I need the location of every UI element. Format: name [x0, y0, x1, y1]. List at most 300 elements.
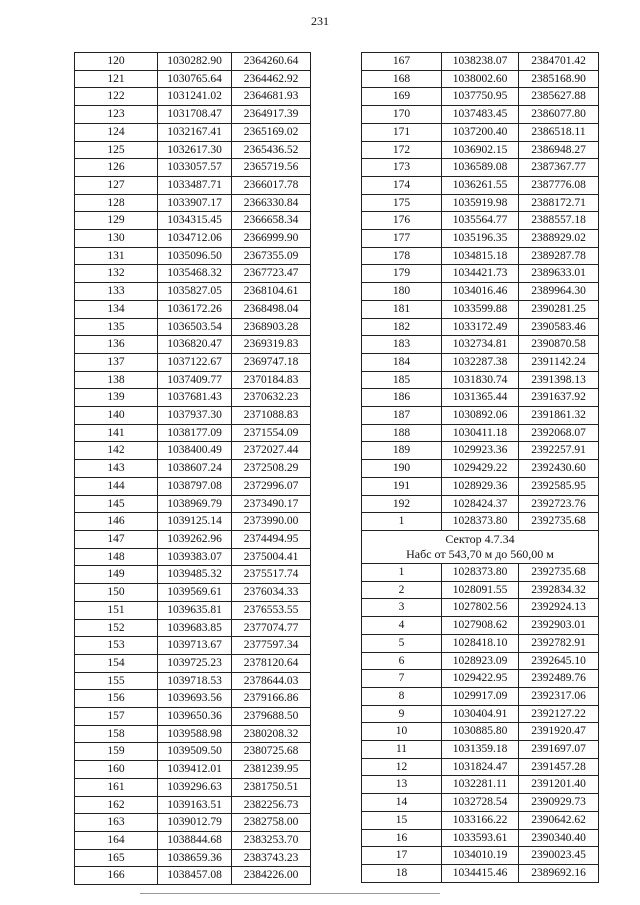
- y-coordinate-cell: 2385627.88: [519, 88, 599, 106]
- y-coordinate-cell: 2374494.95: [232, 530, 311, 548]
- x-coordinate-cell: 1029422.95: [442, 670, 519, 688]
- point-number-cell: 161: [75, 778, 158, 796]
- table-row: [362, 353, 599, 371]
- point-number-cell: 133: [75, 283, 158, 301]
- x-coordinate-cell: 1030765.64: [158, 70, 232, 88]
- y-coordinate-cell: 2377597.34: [232, 637, 311, 655]
- point-number-cell: 141: [75, 424, 158, 442]
- y-coordinate-cell: 2372508.29: [232, 460, 311, 478]
- y-coordinate-cell: 2364260.64: [232, 53, 311, 71]
- table-row: [75, 672, 311, 690]
- point-number-cell: 160: [75, 761, 158, 779]
- point-number-cell: 175: [362, 194, 442, 212]
- x-coordinate-cell: 1037750.95: [442, 88, 519, 106]
- table-row: [362, 687, 599, 705]
- point-number-cell: 150: [75, 584, 158, 602]
- point-number-cell: 182: [362, 318, 442, 336]
- y-coordinate-cell: 2366999.90: [232, 230, 311, 248]
- table-row: [362, 53, 599, 71]
- point-number-cell: 128: [75, 194, 158, 212]
- y-coordinate-cell: 2367355.09: [232, 247, 311, 265]
- x-coordinate-cell: 1030892.06: [442, 407, 519, 425]
- y-coordinate-cell: 2373990.00: [232, 513, 311, 531]
- x-coordinate-cell: 1029917.09: [442, 687, 519, 705]
- x-coordinate-cell: 1031830.74: [442, 371, 519, 389]
- x-coordinate-cell: 1038607.24: [158, 460, 232, 478]
- section-header: [362, 530, 599, 563]
- y-coordinate-cell: 2378120.64: [232, 654, 311, 672]
- table-row: [362, 513, 599, 531]
- y-coordinate-cell: 2390583.46: [519, 318, 599, 336]
- point-number-cell: 151: [75, 601, 158, 619]
- table-row: [362, 864, 599, 882]
- x-coordinate-cell: 1028929.36: [442, 477, 519, 495]
- point-number-cell: 185: [362, 371, 442, 389]
- table-row: [362, 847, 599, 865]
- y-coordinate-cell: 2382758.00: [232, 814, 311, 832]
- y-coordinate-cell: 2369747.18: [232, 353, 311, 371]
- y-coordinate-cell: 2365436.52: [232, 141, 311, 159]
- x-coordinate-cell: 1027802.56: [442, 599, 519, 617]
- point-number-cell: 132: [75, 265, 158, 283]
- table-row: [362, 70, 599, 88]
- table-row: [362, 212, 599, 230]
- table-row: [362, 829, 599, 847]
- section-header-group: [362, 530, 599, 563]
- table-row: [75, 725, 311, 743]
- y-coordinate-cell: 2364681.93: [232, 88, 311, 106]
- x-coordinate-cell: 1038400.49: [158, 442, 232, 460]
- point-number-cell: 145: [75, 495, 158, 513]
- y-coordinate-cell: 2389633.01: [519, 265, 599, 283]
- x-coordinate-cell: 1039262.96: [158, 530, 232, 548]
- table-row: [362, 741, 599, 759]
- point-number-cell: 153: [75, 637, 158, 655]
- x-coordinate-cell: 1035827.05: [158, 283, 232, 301]
- table-row: [362, 283, 599, 301]
- table-row: [75, 230, 311, 248]
- point-number-cell: 190: [362, 460, 442, 478]
- point-number-cell: 16: [362, 829, 442, 847]
- coordinates-table-right: [361, 52, 599, 883]
- point-number-cell: 163: [75, 814, 158, 832]
- y-coordinate-cell: 2376034.33: [232, 584, 311, 602]
- point-number-cell: 158: [75, 725, 158, 743]
- y-coordinate-cell: 2372027.44: [232, 442, 311, 460]
- point-number-cell: 124: [75, 123, 158, 141]
- x-coordinate-cell: 1039412.01: [158, 761, 232, 779]
- y-coordinate-cell: 2387367.77: [519, 159, 599, 177]
- point-number-cell: 189: [362, 442, 442, 460]
- table-row: [75, 849, 311, 867]
- table-row: [362, 794, 599, 812]
- y-coordinate-cell: 2364462.92: [232, 70, 311, 88]
- table-row: [75, 141, 311, 159]
- point-number-cell: 186: [362, 389, 442, 407]
- y-coordinate-cell: 2390870.58: [519, 336, 599, 354]
- y-coordinate-cell: 2392924.13: [519, 599, 599, 617]
- table-row: [75, 407, 311, 425]
- table-row: [75, 70, 311, 88]
- x-coordinate-cell: 1029923.36: [442, 442, 519, 460]
- point-number-cell: 134: [75, 300, 158, 318]
- x-coordinate-cell: 1036902.15: [442, 141, 519, 159]
- table-row: [75, 88, 311, 106]
- y-coordinate-cell: 2370632.23: [232, 389, 311, 407]
- point-number-cell: 3: [362, 599, 442, 617]
- x-coordinate-cell: 1033166.22: [442, 811, 519, 829]
- point-number-cell: 174: [362, 176, 442, 194]
- x-coordinate-cell: 1039713.67: [158, 637, 232, 655]
- point-number-cell: 123: [75, 106, 158, 124]
- x-coordinate-cell: 1039683.85: [158, 619, 232, 637]
- x-coordinate-cell: 1036820.47: [158, 336, 232, 354]
- table-row: [75, 566, 311, 584]
- table-row: [75, 53, 311, 71]
- point-number-cell: 176: [362, 212, 442, 230]
- y-coordinate-cell: 2389964.30: [519, 283, 599, 301]
- y-coordinate-cell: 2373490.17: [232, 495, 311, 513]
- x-coordinate-cell: 1035919.98: [442, 194, 519, 212]
- x-coordinate-cell: 1033907.17: [158, 194, 232, 212]
- table-row: [362, 477, 599, 495]
- x-coordinate-cell: 1039163.51: [158, 796, 232, 814]
- y-coordinate-cell: 2388172.71: [519, 194, 599, 212]
- table-row: [75, 548, 311, 566]
- x-coordinate-cell: 1039125.14: [158, 513, 232, 531]
- table-row: [75, 778, 311, 796]
- table-row: [362, 563, 599, 581]
- y-coordinate-cell: 2391861.32: [519, 407, 599, 425]
- x-coordinate-cell: 1038002.60: [442, 70, 519, 88]
- y-coordinate-cell: 2371088.83: [232, 407, 311, 425]
- point-number-cell: 142: [75, 442, 158, 460]
- y-coordinate-cell: 2380725.68: [232, 743, 311, 761]
- table-row: [362, 811, 599, 829]
- point-number-cell: 180: [362, 283, 442, 301]
- x-coordinate-cell: 1027908.62: [442, 617, 519, 635]
- x-coordinate-cell: 1028373.80: [442, 563, 519, 581]
- y-coordinate-cell: 2391457.28: [519, 758, 599, 776]
- y-coordinate-cell: 2391201.40: [519, 776, 599, 794]
- point-number-cell: 127: [75, 176, 158, 194]
- y-coordinate-cell: 2369319.83: [232, 336, 311, 354]
- table-row: [362, 230, 599, 248]
- point-number-cell: 135: [75, 318, 158, 336]
- page-number: 231: [311, 14, 329, 28]
- x-coordinate-cell: 1035196.35: [442, 230, 519, 248]
- y-coordinate-cell: 2365719.56: [232, 159, 311, 177]
- table-row: [362, 141, 599, 159]
- table-row: [362, 407, 599, 425]
- x-coordinate-cell: 1036172.26: [158, 300, 232, 318]
- point-number-cell: 159: [75, 743, 158, 761]
- x-coordinate-cell: 1039588.98: [158, 725, 232, 743]
- x-coordinate-cell: 1038457.08: [158, 867, 232, 885]
- table-row: [75, 159, 311, 177]
- point-number-cell: 178: [362, 247, 442, 265]
- point-number-cell: 136: [75, 336, 158, 354]
- table-row: [362, 776, 599, 794]
- point-number-cell: 168: [362, 70, 442, 88]
- table-row: [362, 318, 599, 336]
- point-number-cell: 140: [75, 407, 158, 425]
- point-number-cell: 10: [362, 723, 442, 741]
- table-row: [75, 442, 311, 460]
- y-coordinate-cell: 2390642.62: [519, 811, 599, 829]
- table-row: [362, 176, 599, 194]
- x-coordinate-cell: 1039012.79: [158, 814, 232, 832]
- table-row: [362, 599, 599, 617]
- y-coordinate-cell: 2392723.76: [519, 495, 599, 513]
- x-coordinate-cell: 1033599.88: [442, 300, 519, 318]
- y-coordinate-cell: 2368903.28: [232, 318, 311, 336]
- x-coordinate-cell: 1037200.40: [442, 123, 519, 141]
- table-row: [362, 617, 599, 635]
- x-coordinate-cell: 1038797.08: [158, 477, 232, 495]
- x-coordinate-cell: 1039296.63: [158, 778, 232, 796]
- table-row: [75, 194, 311, 212]
- x-coordinate-cell: 1028923.09: [442, 652, 519, 670]
- point-number-cell: 156: [75, 690, 158, 708]
- x-coordinate-cell: 1034016.46: [442, 283, 519, 301]
- point-number-cell: 12: [362, 758, 442, 776]
- table-row: [75, 353, 311, 371]
- point-number-cell: 126: [75, 159, 158, 177]
- x-coordinate-cell: 1039383.07: [158, 548, 232, 566]
- point-number-cell: 1: [362, 563, 442, 581]
- y-coordinate-cell: 2379688.50: [232, 708, 311, 726]
- table-row: [75, 300, 311, 318]
- y-coordinate-cell: 2391920.47: [519, 723, 599, 741]
- y-coordinate-cell: 2390023.45: [519, 847, 599, 865]
- table-row: [362, 652, 599, 670]
- x-coordinate-cell: 1036589.08: [442, 159, 519, 177]
- table-row: [362, 634, 599, 652]
- point-number-cell: 183: [362, 336, 442, 354]
- x-coordinate-cell: 1037483.45: [442, 106, 519, 124]
- table-row: [362, 389, 599, 407]
- x-coordinate-cell: 1037122.67: [158, 353, 232, 371]
- x-coordinate-cell: 1032167.41: [158, 123, 232, 141]
- x-coordinate-cell: 1035564.77: [442, 212, 519, 230]
- x-coordinate-cell: 1039718.53: [158, 672, 232, 690]
- y-coordinate-cell: 2380208.32: [232, 725, 311, 743]
- table-row: [75, 867, 311, 885]
- x-coordinate-cell: 1036261.55: [442, 176, 519, 194]
- point-number-cell: 125: [75, 141, 158, 159]
- point-number-cell: 173: [362, 159, 442, 177]
- point-number-cell: 146: [75, 513, 158, 531]
- y-coordinate-cell: 2382256.73: [232, 796, 311, 814]
- table-row: [75, 530, 311, 548]
- y-coordinate-cell: 2390340.40: [519, 829, 599, 847]
- y-coordinate-cell: 2376553.55: [232, 601, 311, 619]
- point-number-cell: 187: [362, 407, 442, 425]
- point-number-cell: 5: [362, 634, 442, 652]
- point-number-cell: 184: [362, 353, 442, 371]
- y-coordinate-cell: 2383743.23: [232, 849, 311, 867]
- coordinates-table-right-top-body: [362, 53, 599, 531]
- table-row: [75, 584, 311, 602]
- y-coordinate-cell: 2390281.25: [519, 300, 599, 318]
- table-row: [362, 300, 599, 318]
- y-coordinate-cell: 2381239.95: [232, 761, 311, 779]
- y-coordinate-cell: 2368498.04: [232, 300, 311, 318]
- point-number-cell: 18: [362, 864, 442, 882]
- x-coordinate-cell: 1034712.06: [158, 230, 232, 248]
- y-coordinate-cell: 2366658.34: [232, 212, 311, 230]
- point-number-cell: 148: [75, 548, 158, 566]
- x-coordinate-cell: 1038969.79: [158, 495, 232, 513]
- y-coordinate-cell: 2391697.07: [519, 741, 599, 759]
- table-row: [75, 176, 311, 194]
- table-row: [75, 212, 311, 230]
- table-row: [75, 495, 311, 513]
- y-coordinate-cell: 2392317.06: [519, 687, 599, 705]
- x-coordinate-cell: 1039485.32: [158, 566, 232, 584]
- x-coordinate-cell: 1033593.61: [442, 829, 519, 847]
- point-number-cell: 177: [362, 230, 442, 248]
- table-row: [75, 283, 311, 301]
- point-number-cell: 13: [362, 776, 442, 794]
- x-coordinate-cell: 1032728.54: [442, 794, 519, 812]
- y-coordinate-cell: 2384226.00: [232, 867, 311, 885]
- x-coordinate-cell: 1033057.57: [158, 159, 232, 177]
- y-coordinate-cell: 2384701.42: [519, 53, 599, 71]
- point-number-cell: 191: [362, 477, 442, 495]
- point-number-cell: 166: [75, 867, 158, 885]
- x-coordinate-cell: 1030885.80: [442, 723, 519, 741]
- y-coordinate-cell: 2387776.08: [519, 176, 599, 194]
- table-row: [75, 123, 311, 141]
- x-coordinate-cell: 1035096.50: [158, 247, 232, 265]
- point-number-cell: 1: [362, 513, 442, 531]
- y-coordinate-cell: 2392127.22: [519, 705, 599, 723]
- y-coordinate-cell: 2392257.91: [519, 442, 599, 460]
- point-number-cell: 147: [75, 530, 158, 548]
- y-coordinate-cell: 2372996.07: [232, 477, 311, 495]
- point-number-cell: 144: [75, 477, 158, 495]
- coordinates-table-right-bottom-body: [362, 563, 599, 882]
- y-coordinate-cell: 2378644.03: [232, 672, 311, 690]
- x-coordinate-cell: 1039569.61: [158, 584, 232, 602]
- table-row: [362, 88, 599, 106]
- x-coordinate-cell: 1028373.80: [442, 513, 519, 531]
- table-row: [75, 513, 311, 531]
- table-row: [362, 123, 599, 141]
- x-coordinate-cell: 1034315.45: [158, 212, 232, 230]
- coordinates-table-left-body: [75, 53, 311, 885]
- y-coordinate-cell: 2386948.27: [519, 141, 599, 159]
- y-coordinate-cell: 2364917.39: [232, 106, 311, 124]
- y-coordinate-cell: 2381750.51: [232, 778, 311, 796]
- table-row: [75, 424, 311, 442]
- point-number-cell: 8: [362, 687, 442, 705]
- y-coordinate-cell: 2391398.13: [519, 371, 599, 389]
- y-coordinate-cell: 2392735.68: [519, 563, 599, 581]
- x-coordinate-cell: 1031365.44: [442, 389, 519, 407]
- y-coordinate-cell: 2389287.78: [519, 247, 599, 265]
- table-row: [362, 495, 599, 513]
- x-coordinate-cell: 1034815.18: [442, 247, 519, 265]
- point-number-cell: 179: [362, 265, 442, 283]
- y-coordinate-cell: 2392068.07: [519, 424, 599, 442]
- table-row: [75, 477, 311, 495]
- x-coordinate-cell: 1031824.47: [442, 758, 519, 776]
- point-number-cell: 192: [362, 495, 442, 513]
- point-number-cell: 167: [362, 53, 442, 71]
- table-row: [362, 442, 599, 460]
- y-coordinate-cell: 2392735.68: [519, 513, 599, 531]
- point-number-cell: 130: [75, 230, 158, 248]
- point-number-cell: 6: [362, 652, 442, 670]
- point-number-cell: 139: [75, 389, 158, 407]
- y-coordinate-cell: 2377074.77: [232, 619, 311, 637]
- y-coordinate-cell: 2390929.73: [519, 794, 599, 812]
- x-coordinate-cell: 1037681.43: [158, 389, 232, 407]
- table-row: [362, 723, 599, 741]
- table-row: [362, 371, 599, 389]
- table-row: [75, 743, 311, 761]
- y-coordinate-cell: 2375004.41: [232, 548, 311, 566]
- table-row: [362, 265, 599, 283]
- point-number-cell: 188: [362, 424, 442, 442]
- x-coordinate-cell: 1032287.38: [442, 353, 519, 371]
- y-coordinate-cell: 2392489.76: [519, 670, 599, 688]
- table-row: [75, 761, 311, 779]
- point-number-cell: 164: [75, 831, 158, 849]
- x-coordinate-cell: 1028418.10: [442, 634, 519, 652]
- y-coordinate-cell: 2379166.86: [232, 690, 311, 708]
- table-row: [362, 247, 599, 265]
- x-coordinate-cell: 1032734.81: [442, 336, 519, 354]
- table-row: [362, 670, 599, 688]
- y-coordinate-cell: 2392645.10: [519, 652, 599, 670]
- point-number-cell: 170: [362, 106, 442, 124]
- point-number-cell: 138: [75, 371, 158, 389]
- point-number-cell: 169: [362, 88, 442, 106]
- y-coordinate-cell: 2365169.02: [232, 123, 311, 141]
- x-coordinate-cell: 1028424.37: [442, 495, 519, 513]
- point-number-cell: 157: [75, 708, 158, 726]
- table-row: [362, 336, 599, 354]
- point-number-cell: 9: [362, 705, 442, 723]
- table-row: [362, 460, 599, 478]
- table-row: [75, 247, 311, 265]
- table-row: [75, 389, 311, 407]
- point-number-cell: 181: [362, 300, 442, 318]
- point-number-cell: 2: [362, 581, 442, 599]
- table-row: [75, 708, 311, 726]
- point-number-cell: 165: [75, 849, 158, 867]
- table-row: [362, 424, 599, 442]
- table-row: [362, 581, 599, 599]
- table-row: [75, 336, 311, 354]
- point-number-cell: 121: [75, 70, 158, 88]
- table-row: [362, 194, 599, 212]
- x-coordinate-cell: 1039635.81: [158, 601, 232, 619]
- point-number-cell: 162: [75, 796, 158, 814]
- point-number-cell: 154: [75, 654, 158, 672]
- table-row: [362, 159, 599, 177]
- x-coordinate-cell: 1038177.09: [158, 424, 232, 442]
- x-coordinate-cell: 1038844.68: [158, 831, 232, 849]
- x-coordinate-cell: 1035468.32: [158, 265, 232, 283]
- point-number-cell: 120: [75, 53, 158, 71]
- y-coordinate-cell: 2392430.60: [519, 460, 599, 478]
- point-number-cell: 17: [362, 847, 442, 865]
